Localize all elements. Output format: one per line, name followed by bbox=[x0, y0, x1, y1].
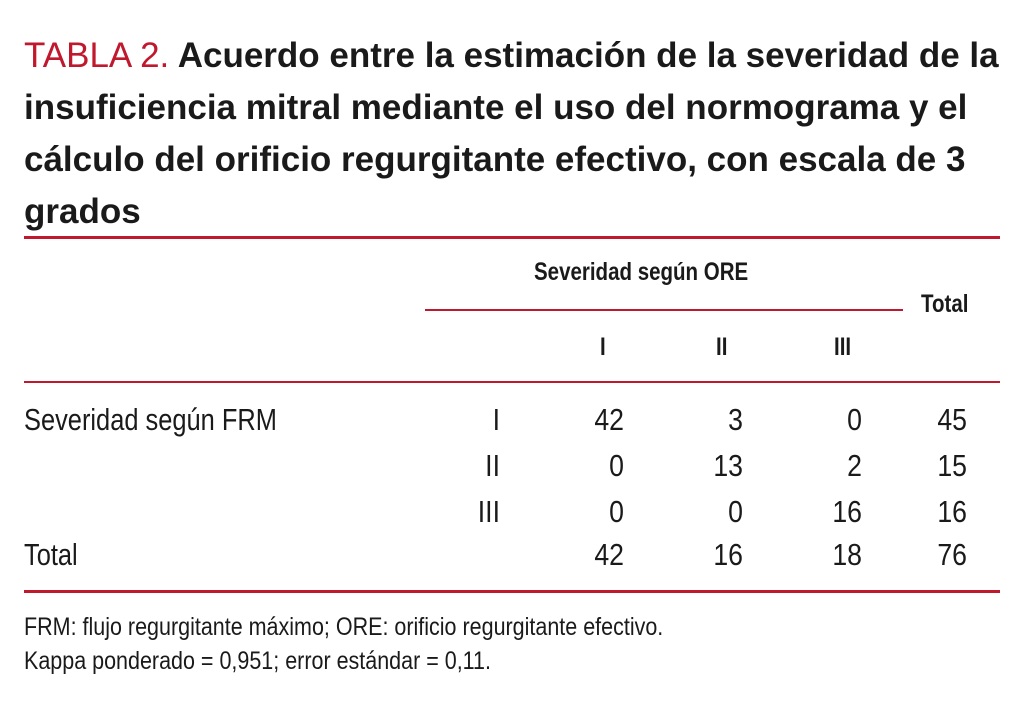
column-total: 16 bbox=[713, 537, 743, 572]
table-cell: 42 bbox=[594, 402, 624, 437]
header-rule bbox=[24, 381, 1000, 383]
row-group-label: Severidad según FRM bbox=[24, 402, 277, 437]
table-cell: 16 bbox=[832, 494, 862, 529]
grand-total: 76 bbox=[937, 537, 967, 572]
table-caption: Acuerdo entre la estimación de la severidad de la insuficiencia mitral mediante el uso del normograma y el cálculo del orificio regurgitante efectivo, con escala de 3 grados bbox=[24, 36, 999, 231]
table-cell: 0 bbox=[728, 494, 743, 529]
total-column-header: Total bbox=[921, 290, 969, 318]
table-cell: 0 bbox=[609, 448, 624, 483]
column-total: 42 bbox=[594, 537, 624, 572]
table-cell: 3 bbox=[728, 402, 743, 437]
table-cell: 2 bbox=[847, 448, 862, 483]
column-total: 18 bbox=[832, 537, 862, 572]
row-total: 15 bbox=[937, 448, 967, 483]
row-label-iii: III bbox=[477, 494, 500, 529]
top-rule bbox=[24, 236, 1000, 239]
table-cell: 13 bbox=[713, 448, 743, 483]
column-header-iii: III bbox=[834, 333, 852, 361]
group-header: Severidad según ORE bbox=[534, 258, 749, 286]
row-total: 16 bbox=[937, 494, 967, 529]
row-total: 45 bbox=[937, 402, 967, 437]
footnote-abbreviations: FRM: flujo regurgitante máximo; ORE: orificio regurgitante efectivo. bbox=[24, 613, 664, 641]
column-header-i: I bbox=[600, 333, 606, 361]
bottom-rule bbox=[24, 590, 1000, 593]
table-cell: 0 bbox=[609, 494, 624, 529]
group-rule bbox=[425, 309, 903, 311]
table-number-label: TABLA 2. bbox=[24, 36, 170, 75]
row-label-ii: II bbox=[485, 448, 500, 483]
table-cell: 0 bbox=[847, 402, 862, 437]
row-label-i: I bbox=[492, 402, 500, 437]
footnote-kappa: Kappa ponderado = 0,951; error estándar = 0,11. bbox=[24, 647, 491, 675]
table-title bbox=[24, 30, 1009, 238]
total-row-label: Total bbox=[24, 537, 78, 572]
column-header-ii: II bbox=[716, 333, 728, 361]
